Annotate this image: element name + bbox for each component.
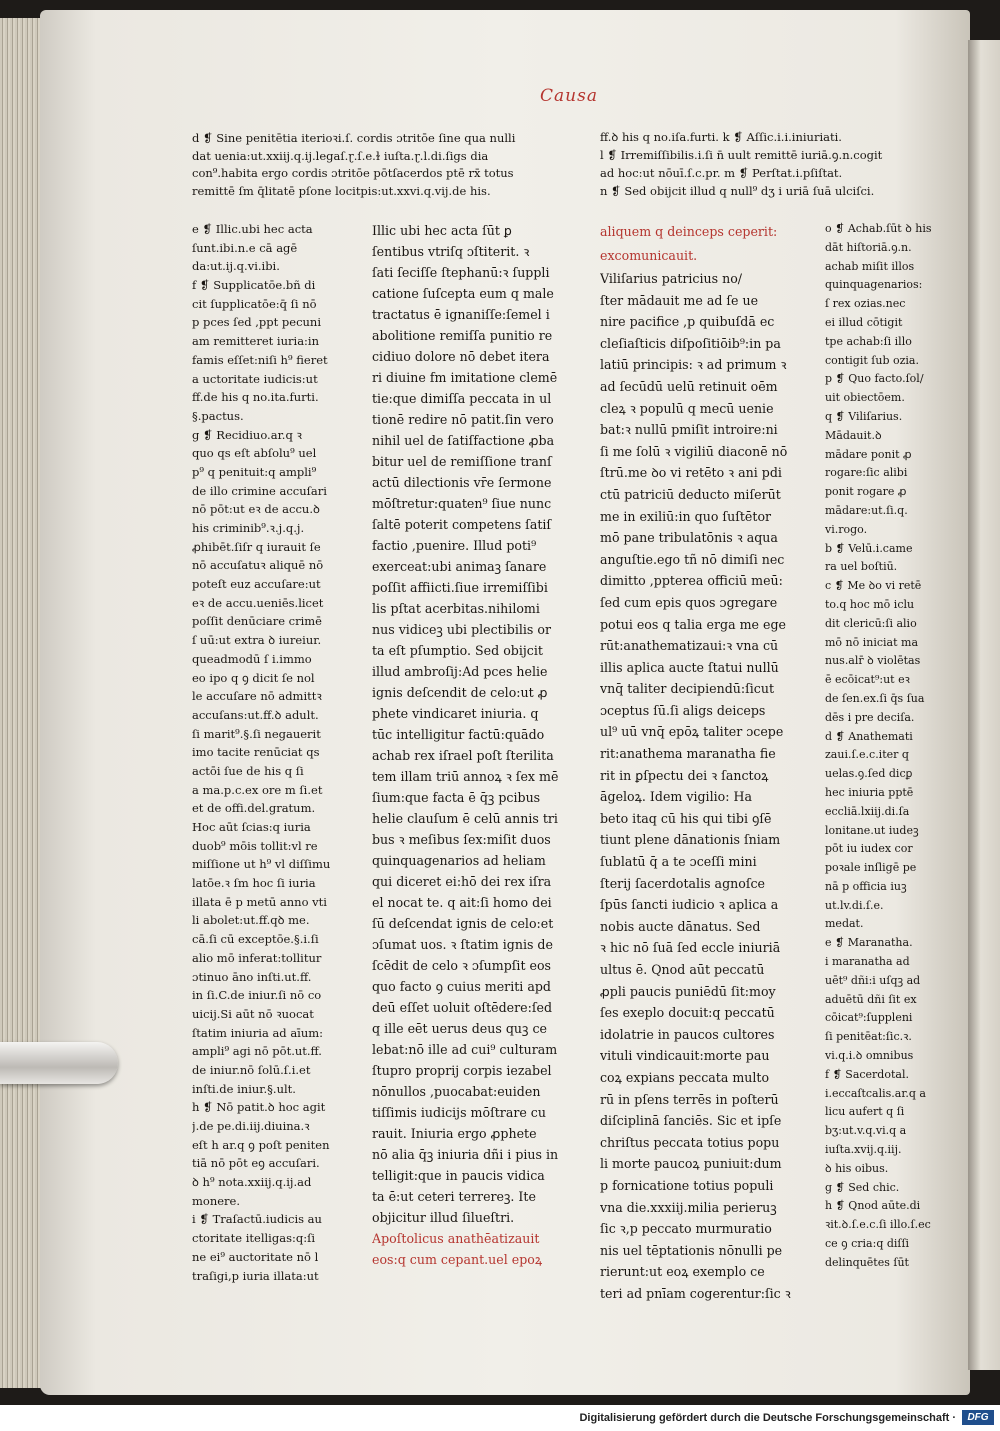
gloss-right-line: hec iniuria pptē (825, 785, 914, 799)
text-middle-line: ſentibus vtriſq ɔſtiterit. ꝛ (372, 244, 530, 259)
text-right-line: rūt:anathematizaui:ꝛ vna cū (600, 638, 779, 654)
gloss-right-top-line: ad hoc:ut nōuī.ſ.c.pr. m ❡ Perſtat.i.pſiſtat. (600, 166, 843, 180)
gloss-left-line: his criminib⁹.ꝛ.j.q.j. (192, 521, 305, 535)
text-right-line: ꝓpli paucis puniēdū ſit:moy (600, 983, 776, 999)
gloss-right-column (825, 220, 940, 1273)
gloss-left-line: p pces ſed ,ppt pecuni (192, 315, 322, 330)
text-middle-line: cidiuo dolore nō debet itera (372, 349, 550, 364)
text-middle-line: mōſtretur:quaten⁹ ſiue nunc (372, 496, 552, 511)
gloss-left-line: j.de pe.di.iij.diuina.ꝛ (192, 1119, 310, 1133)
text-right-line: anguſtie.ego tñ nō dimiſi nec (600, 551, 785, 567)
gloss-right-line: cōicat⁹:ſuppleni (825, 1011, 913, 1025)
text-right-line: idolatrie in paucos cultores (600, 1026, 775, 1042)
gloss-left-line: illata ē p metū anno vti (192, 894, 327, 909)
facing-page-edge (968, 40, 1000, 1370)
rubric-middle-line: Apoſtolicus anathēatizauit (372, 1231, 540, 1246)
gloss-left-line: famis eſſet:niſi h⁹ fieret (192, 352, 328, 367)
gloss-right-line: vi.q.i.ꝺ omnibus (825, 1049, 914, 1063)
gloss-top-line: con⁹.habita ergo cordis ɔtritōe pōtſacerdos ptē rx̄ totus (192, 166, 514, 180)
gloss-left-line: uicij.Si aūt nō ꝛuocat (192, 1006, 314, 1021)
text-right-line: ſic ꝛ,p peccato murmuratio (600, 1221, 772, 1237)
text-right-line: ſtrū.me ꝺo vi retēto ꝛ ani pdi (600, 465, 782, 481)
gloss-top-column (192, 130, 592, 200)
gloss-left-line: eſt h ar.q ꝯ poſt peniten (192, 1137, 330, 1152)
text-middle-line: phete vindicaret iniuria. q (372, 706, 539, 721)
text-right-line: beto itaq cū his qui tibi ꝯſē (600, 810, 772, 826)
text-middle-line: nihil uel de ſatiſfactione ꝓba (372, 433, 555, 448)
gloss-right-line: licu aufert q ſi (825, 1105, 905, 1119)
text-middle-line: poſſit affiicti.ſiue irremiſſibi (372, 580, 548, 595)
text-right-line: ſed cum epis quos ɔgregare (600, 594, 778, 610)
gloss-right-line: ē ecōicat⁹:ut eꝛ (825, 673, 910, 687)
gloss-left-line: queadmodū ſ i.immo (192, 651, 312, 666)
text-middle-line: quo facto ꝯ cuius meriti apd (372, 979, 551, 994)
text-middle-line: lebat:nō ille ad cui⁹ culturam (372, 1042, 558, 1057)
text-middle-line: deū eſſet uoluit oſtēdere:ſed (372, 1000, 553, 1015)
text-middle-line: exerceat:ubi animaꝫ ſanare (372, 559, 547, 574)
gloss-left-line: nō pōt:ut eꝛ de accu.ꝺ (192, 502, 320, 517)
gloss-left-line: ff.de his q no.ita.furti. (192, 390, 319, 405)
gloss-right-line: mādare ponit ꝓ (825, 447, 912, 461)
gloss-left-line: ampli⁹ agi nō pōt.ut.ff. (192, 1044, 322, 1059)
gloss-left-line: eo ipo q ꝯ dicit ſe nol (192, 670, 315, 685)
gloss-right-line: ei illud cōtigit (825, 315, 903, 329)
rubric-right (600, 220, 822, 268)
gloss-right-line: poꝛale inſligē pe (825, 861, 917, 875)
gloss-right-line: vi.rogo. (825, 522, 868, 536)
running-title: Causa (540, 86, 598, 106)
text-middle-line: ſati ſeciſſe ſtephanū:ꝛ ſuppli (372, 265, 550, 280)
gloss-left-column (192, 220, 368, 1285)
text-middle-line: ſū deſcendat ignis de celo:et (372, 916, 554, 931)
gloss-right-line: de ſen.ex.ſi q̄s ſua (825, 691, 925, 705)
text-middle-line: rauit. Iniuria ergo ꝓphete (372, 1126, 537, 1141)
text-middle-line: actū dilectionis vr̄e ſermone (372, 475, 552, 490)
gloss-left-line: poſſit denūciare crimē (192, 614, 322, 629)
gloss-left-line: a uctoritate iudicis:ut (192, 371, 318, 386)
gloss-right-line: uēt⁹ dñi:i uſqꝫ ad (825, 973, 921, 987)
gloss-left-line: cā.ſi cū exceptōe.§.i.ſi (192, 932, 319, 947)
gloss-right-line: g ❡ Sed chic. (825, 1180, 900, 1194)
gloss-right-line: ce ꝯ cria:q diſſi (825, 1237, 910, 1251)
gloss-right-line: i.eccaſtcalis.ar.q a (825, 1086, 926, 1100)
rubric-middle-line: eos:q cum cepant.uel epoꝝ (372, 1252, 543, 1267)
page-clip (0, 1042, 118, 1084)
gloss-right-line: pōt iu iudex cor (825, 842, 913, 856)
text-right-line: ad ſecūdū uelū retinuit oēm (600, 378, 778, 394)
text-right-line: vituli vindicauit:morte pau (600, 1048, 770, 1064)
text-middle-line: illud ambroſij:Ad pces helie (372, 664, 548, 679)
gloss-left-line: de iniur.nō ſolū.ſ.i.et (192, 1062, 311, 1077)
text-middle-line: bus ꝛ meſibus ſex:miſit duos (372, 832, 551, 847)
text-middle-line: nus vidiceꝫ ubi plectibilis or (372, 622, 551, 637)
gloss-right-line: ponit rogare ꝓ (825, 485, 907, 499)
gloss-right-line: o ❡ Achab.ſūt ꝺ his (825, 222, 932, 235)
text-right-line: rit:anathema maranatha fie (600, 746, 776, 762)
gloss-right-line: dit clericū:ſi alio (825, 616, 917, 630)
gloss-right-line: Mādauit.ꝺ (825, 428, 882, 442)
text-middle-line: abolitione remiſſa punitio re (372, 328, 553, 343)
gloss-left-line: ſtatim iniuria ad aīum: (192, 1025, 324, 1040)
gloss-right-line: medat. (825, 917, 864, 931)
text-middle-line: tūc intelligitur factū:quādo (372, 727, 545, 742)
text-middle-line: ɔſumat uos. ꝛ ſtatim ignis de (372, 937, 553, 952)
gloss-right-top-column (600, 128, 945, 200)
text-middle-line: ta ē:ut ceteri terrereꝫ. Ite (372, 1189, 536, 1204)
text-right-line: ctū patriciū deducto miſerūt (600, 486, 781, 502)
text-right-line: li morte paucoꝝ puniuit:dum (600, 1156, 782, 1172)
gloss-left-line: f ❡ Supplicatōe.bñ di (192, 278, 316, 293)
main-text-middle-column (372, 220, 597, 1270)
gloss-left-line: actōi ſue de his q ſi (192, 763, 304, 778)
text-middle-line: ignis deſcendit de celo:ut ꝓ (372, 685, 548, 700)
gloss-right-line: mādare:ut.ſi.q. (825, 503, 908, 517)
gloss-left-line: p⁹ q penituit:q ampli⁹ (192, 464, 317, 479)
text-right-line: p fornicatione totius populi (600, 1177, 774, 1193)
gloss-right-line: dēs i pre deciſa. (825, 710, 915, 724)
gloss-right-line: f ❡ Sacerdotal. (825, 1067, 909, 1081)
gloss-left-line: imo tacite renūciat qs (192, 745, 320, 760)
text-middle-line: ſtupro proprij corpis iezabel (372, 1063, 552, 1078)
text-right-line: chriſtus peccata totius popu (600, 1134, 780, 1150)
gloss-left-line: le accuſare nō admittꝛ (192, 689, 322, 704)
text-right-line: diſciplinā ſanciēs. Sic et ipſe (600, 1113, 782, 1129)
gloss-right-line: ſ rex ozias.nec (825, 297, 906, 311)
gloss-right-line: e ❡ Maranatha. (825, 936, 913, 950)
text-middle-line: nōnullos ,puocabat:euiden (372, 1084, 541, 1099)
text-right-line: me in exiliū:in quo ſuſtētor (600, 508, 772, 524)
gloss-right-line: nus.alr̄ ꝺ violētas (825, 654, 921, 668)
gloss-right-top-line: l ❡ Irremiſſibilis.i.ſi n̄ uult remittē iuriā.ꝯ.n.cogit (600, 148, 883, 162)
gloss-left-line: g ❡ Recidiuo.ar.q ꝛ (192, 427, 302, 442)
gloss-left-line: ſi marit⁹.§.ſi negauerit (192, 726, 321, 741)
gloss-left-line: accuſans:ut.ff.ꝺ adult. (192, 707, 319, 722)
text-right-line: ꝛ hic nō ſuā ſed eccle iniuriā (600, 940, 781, 956)
gloss-right-line: i maranatha ad (825, 955, 910, 969)
gloss-left-line: ɔtinuo āno inſti.ut.ff. (192, 969, 312, 984)
gloss-right-line: uelas.ꝯ.ſed dicꝑ (825, 767, 913, 781)
gloss-left-line: cit ſupplicatōe:q̄ ſi nō (192, 296, 317, 311)
text-middle-line: tionē redire nō patit.ſin vero (372, 412, 554, 427)
text-middle-line: ſcēdit de celo ꝛ ɔſumpſit eos (372, 958, 552, 973)
gloss-right-line: b ❡ Velū.i.came (825, 541, 913, 555)
gloss-right-line: rogare:ſic alibi (825, 466, 908, 480)
gloss-right-line: uit obiectōem. (825, 391, 905, 405)
text-right-line: nobis aucte dānatus. Sed (600, 918, 761, 934)
text-middle-line: tie:que dimiſſa peccata in ul (372, 391, 552, 406)
text-middle-line: ta eſt pſumptio. Sed obijcit (372, 643, 543, 658)
gloss-left-line: ꝓhibēt.ſiſr q iurauit ſe (192, 539, 321, 554)
gloss-top-line: dat uenia:ut.xxiij.q.ij.legaſ.ɽ.ſ.e.ɫ iuſta.ɽ.l.di.ſigs dia (192, 148, 489, 163)
gloss-right-line: h ❡ Qnod aūte.di (825, 1199, 921, 1213)
text-right-line: coꝝ expians peccata multo (600, 1069, 770, 1085)
gloss-right-line: contigit ſub ozia. (825, 353, 919, 367)
text-middle-line: helie clauſum ē celū annis tri (372, 811, 558, 826)
text-right-line: vnq̄ taliter decipiendū:ſicut (600, 681, 775, 697)
gloss-left-line: alio mō inferat:tollitur (192, 950, 322, 965)
text-right-line: āgeloꝝ. Idem vigilio: Ha (600, 789, 752, 805)
gloss-right-line: d ❡ Anathemati (825, 729, 913, 743)
gloss-left-line: quo qs eſt abſolu⁹ uel (192, 446, 317, 461)
text-middle-line: tiſſimis iudicijs mōſtrare cu (372, 1105, 546, 1120)
text-right-line: bat:ꝛ nullū pmiſit introire:ni (600, 422, 778, 438)
text-right-line: rit in ꝑſpectu dei ꝛ ſanctoꝝ (600, 767, 769, 783)
gloss-left-line: da:ut.ij.q.vi.ibi. (192, 259, 280, 274)
text-right-line: nire pacifice ,p quibuſdā ec (600, 314, 775, 330)
text-right-line: ſterij ſacerdotalis agnoſce (600, 875, 765, 891)
gloss-left-line: ꝺ h⁹ nota.xxiij.q.ij.ad (192, 1175, 312, 1190)
text-right-line: ɔceptus ſū.ſi aligs deiceps (600, 702, 766, 718)
dfg-logo: DFG (962, 1410, 994, 1425)
gloss-right-line: ra uel boſtiū. (825, 560, 898, 574)
gloss-left-line: e ❡ Illic.ubi hec acta (192, 222, 313, 236)
text-right-line: teri ad pnīam cogerentur:ſic ꝛ (600, 1285, 791, 1301)
gloss-right-line: c ❡ Me ꝺo vi retē (825, 579, 922, 593)
gloss-left-line: et de offi.del.gratum. (192, 801, 316, 816)
rubric-right-line: aliquem q deinceps ceperit: (600, 224, 778, 239)
gloss-left-line: in ſi.C.de iniur.ſi nō co (192, 988, 322, 1003)
gloss-left-line: i ❡ Traſactū.iudicis au (192, 1212, 322, 1227)
text-right-line: dimitto ,pptereа officiū meū: (600, 573, 783, 589)
gloss-right-line: tpe achab:ſi illo (825, 334, 912, 348)
gloss-right-line: bʒ:ut.v.q.vi.q a (825, 1124, 907, 1138)
text-right-line: rierunt:ut eoꝝ exemplo ce (600, 1264, 765, 1280)
text-middle-line: tractatus ē ignaniſſe:ſemel i (372, 307, 550, 322)
gloss-right-line: ſi penitēat:ſic.ꝛ. (825, 1030, 912, 1044)
gloss-left-line: li abolet:ut.ff.qꝺ me. (192, 913, 310, 928)
text-middle-line: factio ,puenire. Illud poti⁹ (372, 538, 537, 553)
gloss-right-line: ut.lv.di.ſ.e. (825, 898, 884, 912)
gloss-left-line: traſigi,p iuria illata:ut (192, 1268, 319, 1283)
text-right-line: ſublatū q̄ a te ɔceſſi mini (600, 854, 757, 870)
funding-credit: Digitalisierung gefördert durch die Deutsche Forschungsgemeinschaft · (579, 1412, 956, 1424)
gloss-right-line: p ❡ Quo facto.ſol/ (825, 372, 924, 386)
text-middle-line: bitur uel de remiſſione tranſ (372, 454, 552, 469)
text-middle-line: ſium:que facta ē q̄ꝫ pcibus (372, 790, 541, 805)
gloss-right-line: eccliā.lxiij.di.ſa (825, 804, 910, 818)
gloss-right-line: ꝛit.ꝺ.ſ.e.c.ſi illo.ſ.ec (825, 1218, 931, 1232)
gloss-left-line: Hoc aūt ſcias:q iuria (192, 820, 311, 834)
gloss-left-line: poteſt euz accuſare:ut (192, 577, 321, 592)
text-middle-line: qui diceret ei:hō dei rex iſra (372, 874, 552, 889)
gloss-left-line: tiā nō pōt eꝯ accuſari. (192, 1156, 320, 1171)
rubric-right-line: excomunicauit. (600, 248, 698, 263)
text-middle-line: lis pſtat acerbitas.nihilomi (372, 601, 540, 616)
text-right-line: potui eos q talia erga me ege (600, 616, 786, 632)
gloss-top-line: remittē ſm q̄litatē pſone locitpis:ut.xxvi.q.vij.de his. (192, 183, 491, 198)
gloss-left-line: ſunt.ibi.n.e cā agē (192, 240, 298, 255)
footer-bar (0, 1405, 1000, 1431)
text-middle-line: tem illam triū annoꝝ ꝛ ſex mē (372, 769, 559, 784)
text-right-line: latiū principis: ꝛ ad primum ꝛ (600, 357, 787, 373)
gloss-left-line: monere. (192, 1193, 240, 1208)
text-middle-lines (372, 220, 597, 1228)
gloss-top-line: d ❡ Sine penitētia iterioꝛi.ſ. cordis ɔtritōe ſine qua nulli (192, 131, 516, 145)
text-right-line: vna die.xxxiij.milia perieruꝫ (600, 1199, 777, 1215)
gloss-right-line: q ❡ Viliſarius. (825, 409, 903, 423)
gloss-right-line: aduētū dñi ſit ex (825, 992, 917, 1006)
text-right-line: cleꝝ ꝛ populū q mecū uenie (600, 400, 774, 416)
gloss-left-line: ſ uū:ut extra ꝺ iureiur. (192, 633, 322, 648)
text-right-line: ſi me ſolū ꝛ vigiliū diaconē nō (600, 443, 788, 459)
gloss-right-line: to.q hoc mō iclu (825, 597, 915, 611)
text-middle-line: ſaltē poterit competens ſatiſ (372, 517, 552, 532)
text-middle-line: ri diuine fm imitatione clemē (372, 370, 558, 385)
gloss-left-line: §.pactus. (192, 408, 244, 423)
text-middle-line: objicitur illud ſilueſtri. (372, 1210, 515, 1225)
text-right-line: mō pane tribulatōnis ꝛ aqua (600, 530, 778, 546)
gloss-right-top-line: n ❡ Sed obijcit illud q null⁹ dʒ i uriā ſuā ulciſci. (600, 184, 875, 198)
main-text-right-column (600, 220, 822, 1305)
text-right-line: illis aplica aucte ſtatui nullū (600, 659, 779, 675)
gloss-right-line: ꝺ his oibus. (825, 1161, 889, 1175)
gloss-left-line: de illo crimine accuſari (192, 483, 327, 498)
gloss-right-top-line: ff.ꝺ his q no.iſa.furti. k ❡ Aſſic.i.i.iniuriati. (600, 130, 842, 144)
text-middle-line: catione ſuſcepta eum q male (372, 286, 554, 301)
gloss-left-line: am remitteret iuria:in (192, 334, 320, 349)
text-right-line: nis uel tēptationis nōnulli pe (600, 1242, 783, 1258)
text-middle-line: el nocat te. q ait:ſi homo dei (372, 895, 552, 910)
gloss-left-line: inſti.de iniur.§.ult. (192, 1081, 296, 1096)
text-right-line: rū in pſens terrēs in poſterū (600, 1091, 779, 1107)
gloss-right-line: mō nō iniciat ma (825, 635, 919, 649)
text-middle-line: telligit:que in paucis vidica (372, 1168, 545, 1183)
gloss-left-line: latōe.ꝛ ſm hoc ſi iuria (192, 876, 316, 891)
gloss-left-line: ne ei⁹ auctoritate nō l (192, 1249, 319, 1264)
gloss-left-line: eꝛ de accu.ueniēs.licet (192, 595, 324, 610)
text-right-line: cleſiaſticis diſpoſitiōib⁹:in pa (600, 335, 781, 351)
text-right-line: Viliſarius patricius no/ (600, 271, 743, 286)
text-middle-line: nō alia q̄ꝫ iniuria dñi i pius in (372, 1147, 559, 1162)
text-middle-line: quinquagenarios ad heliam (372, 853, 546, 868)
rubric-middle (372, 1228, 597, 1270)
gloss-right-line: quinquagenarios: (825, 278, 923, 292)
text-middle-line: q ille eēt uerus deus quꝫ ce (372, 1021, 547, 1036)
gloss-right-line: delinquētes ſūt (825, 1255, 909, 1269)
text-right-line: tiunt plene dānationis ſniam (600, 832, 781, 848)
gloss-right-line: lonitane.ut iudeꝫ (825, 823, 919, 837)
text-right-line: ſpūs ſancti iudicio ꝛ aplica a (600, 897, 779, 913)
gloss-left-line: miſſione ut h⁹ vl diſſimu (192, 857, 331, 872)
gloss-left-line: nō accuſatuꝛ aliquē nō (192, 558, 324, 573)
text-right-line: ultus ē. Qnod aūt peccatū (600, 962, 765, 977)
text-middle-line: achab rex iſrael poſt ſterilita (372, 748, 554, 763)
gloss-left-line: h ❡ Nō patit.ꝺ hoc agit (192, 1100, 326, 1115)
gloss-left-line: ctoritate itelligas:q:ſi (192, 1231, 316, 1246)
text-right-line: ſter mādauit me ad ſe ue (600, 292, 759, 308)
text-right-line: ſes exeplo docuit:q peccatū (600, 1005, 775, 1021)
gloss-right-line: achab miſit illos (825, 259, 915, 273)
gloss-left-line: duob⁹ mōis tollit:vl re (192, 838, 318, 853)
text-right-lines (600, 268, 822, 1305)
gloss-left-line: a ma.p.c.ex ore m ſi.et (192, 782, 323, 797)
gloss-right-line: dāt hiſtoriā.ꝯ.n. (825, 240, 912, 254)
gloss-right-line: iuſta.xvij.q.iij. (825, 1143, 902, 1157)
text-middle-line: Illic ubi hec acta ſūt ꝑ (372, 223, 512, 238)
gloss-right-line: zaui.ſ.e.c.iter q (825, 748, 909, 762)
text-right-line: ul⁹ uū vnq̄ epōꝝ taliter ɔcepe (600, 724, 784, 740)
gloss-right-line: nā p officia iuꝫ (825, 879, 907, 893)
